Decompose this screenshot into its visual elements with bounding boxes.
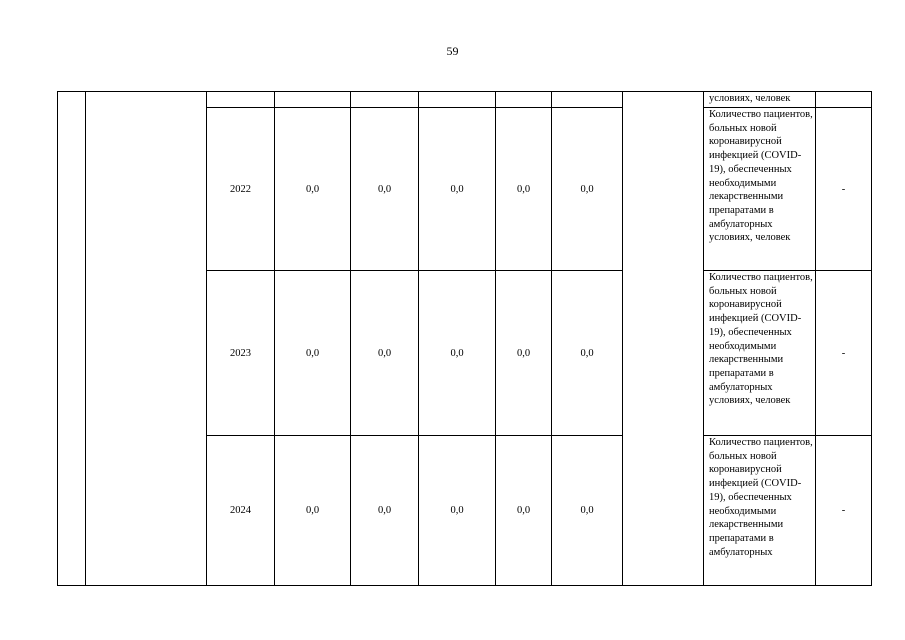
- data-table: [57, 91, 872, 586]
- year-cell: 2022: [207, 108, 275, 271]
- value-cell: [496, 92, 552, 108]
- event-name-cell: [86, 92, 207, 586]
- value-cell: 0,0: [275, 436, 351, 586]
- year-cell: 2024: [207, 436, 275, 586]
- value-cell: 0,0: [496, 108, 552, 271]
- year-cell: 2023: [207, 271, 275, 436]
- value-cell: 0,0: [496, 271, 552, 436]
- value-cell: [419, 92, 496, 108]
- executor-cell: [623, 436, 704, 586]
- value-cell: 0,0: [419, 271, 496, 436]
- target-value-cell: -: [816, 108, 872, 271]
- value-cell: 0,0: [351, 108, 419, 271]
- value-cell: [552, 92, 623, 108]
- value-cell: [275, 92, 351, 108]
- indicator-cell: Количество пациентов, больных новой коронавирусной инфекцией (COVID-19), обеспеченных необходимыми лекарственными препаратами в амбулаторных условиях, человек: [704, 108, 816, 271]
- year-cell: [207, 92, 275, 108]
- value-cell: 0,0: [419, 436, 496, 586]
- indicator-cell: Количество пациентов, больных новой коронавирусной инфекцией (COVID-19), обеспеченных необходимыми лекарственными препаратами в амбулаторных: [704, 436, 816, 586]
- value-cell: 0,0: [496, 436, 552, 586]
- page-number: 59: [446, 44, 459, 58]
- value-cell: 0,0: [275, 271, 351, 436]
- indicator-cell: условиях, человек: [704, 92, 816, 108]
- target-value-cell: -: [816, 436, 872, 586]
- executor-cell: [623, 92, 704, 436]
- target-value-cell: [816, 92, 872, 108]
- table-row-continued: [58, 92, 872, 108]
- value-cell: 0,0: [552, 108, 623, 271]
- value-cell: 0,0: [351, 271, 419, 436]
- value-cell: 0,0: [351, 436, 419, 586]
- value-cell: 0,0: [552, 436, 623, 586]
- target-value-cell: -: [816, 271, 872, 436]
- value-cell: [351, 92, 419, 108]
- value-cell: 0,0: [552, 271, 623, 436]
- value-cell: 0,0: [419, 108, 496, 271]
- number-cell: [58, 92, 86, 586]
- indicator-cell: Количество пациентов, больных новой коронавирусной инфекцией (COVID-19), обеспеченных необходимыми лекарственными препаратами в амбулаторных условиях, человек: [704, 271, 816, 436]
- value-cell: 0,0: [275, 108, 351, 271]
